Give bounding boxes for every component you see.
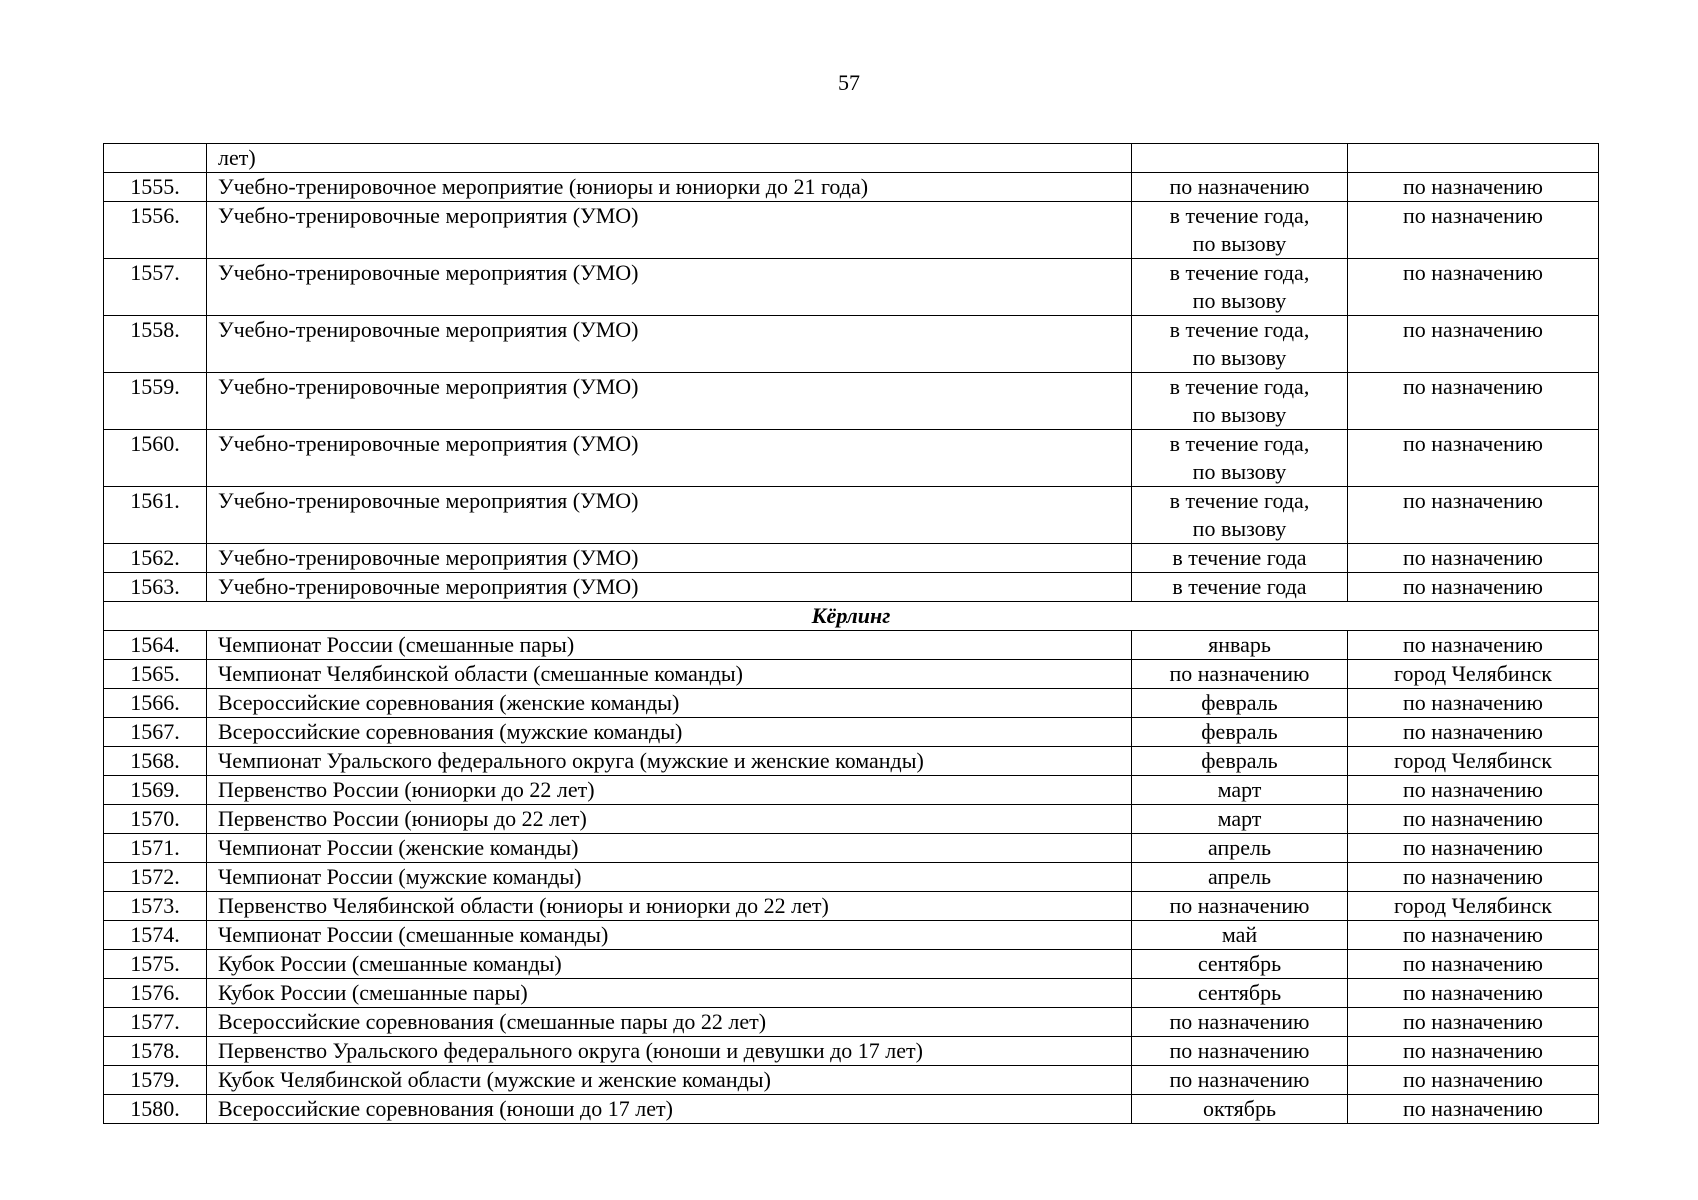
event-place: по назначению bbox=[1348, 863, 1599, 892]
event-place: по назначению bbox=[1348, 950, 1599, 979]
event-name: Чемпионат России (мужские команды) bbox=[207, 863, 1132, 892]
table-row bbox=[104, 834, 1599, 863]
event-number: 1571. bbox=[104, 834, 207, 863]
event-place: по назначению bbox=[1348, 487, 1599, 544]
event-place: по назначению bbox=[1348, 373, 1599, 430]
event-place: по назначению bbox=[1348, 316, 1599, 373]
event-name: Учебно-тренировочные мероприятия (УМО) bbox=[207, 573, 1132, 602]
event-place: город Челябинск bbox=[1348, 747, 1599, 776]
event-place: по назначению bbox=[1348, 430, 1599, 487]
event-date: апрель bbox=[1132, 863, 1348, 892]
table-row bbox=[104, 863, 1599, 892]
event-name: Кубок России (смешанные пары) bbox=[207, 979, 1132, 1008]
event-name: Кубок России (смешанные команды) bbox=[207, 950, 1132, 979]
event-date: по назначению bbox=[1132, 1037, 1348, 1066]
table-row bbox=[104, 776, 1599, 805]
event-number: 1568. bbox=[104, 747, 207, 776]
event-place: по назначению bbox=[1348, 631, 1599, 660]
event-name: Учебно-тренировочные мероприятия (УМО) bbox=[207, 487, 1132, 544]
event-name: Чемпионат Уральского федерального округа (мужские и женские команды) bbox=[207, 747, 1132, 776]
event-number: 1563. bbox=[104, 573, 207, 602]
table-row bbox=[104, 316, 1599, 373]
event-name: Чемпионат России (смешанные пары) bbox=[207, 631, 1132, 660]
table-row bbox=[104, 259, 1599, 316]
event-place: по назначению bbox=[1348, 689, 1599, 718]
table-row bbox=[104, 689, 1599, 718]
table-row bbox=[104, 1095, 1599, 1124]
table-row bbox=[104, 173, 1599, 202]
event-number: 1564. bbox=[104, 631, 207, 660]
event-name: Учебно-тренировочные мероприятия (УМО) bbox=[207, 544, 1132, 573]
event-number: 1567. bbox=[104, 718, 207, 747]
event-number: 1560. bbox=[104, 430, 207, 487]
event-place: город Челябинск bbox=[1348, 660, 1599, 689]
table-row bbox=[104, 430, 1599, 487]
event-name: Всероссийские соревнования (смешанные пары до 22 лет) bbox=[207, 1008, 1132, 1037]
event-date: февраль bbox=[1132, 689, 1348, 718]
event-number: 1573. bbox=[104, 892, 207, 921]
event-name: Кубок Челябинской области (мужские и женские команды) bbox=[207, 1066, 1132, 1095]
event-place: по назначению bbox=[1348, 259, 1599, 316]
event-name: Учебно-тренировочные мероприятия (УМО) bbox=[207, 259, 1132, 316]
event-number: 1555. bbox=[104, 173, 207, 202]
event-name: Чемпионат Челябинской области (смешанные команды) bbox=[207, 660, 1132, 689]
event-date: в течение года, по вызову bbox=[1132, 316, 1348, 373]
table-row bbox=[104, 544, 1599, 573]
table-row bbox=[104, 631, 1599, 660]
section-row bbox=[104, 602, 1599, 631]
table-row bbox=[104, 979, 1599, 1008]
event-name: Первенство Уральского федерального округа (юноши и девушки до 17 лет) bbox=[207, 1037, 1132, 1066]
event-date: январь bbox=[1132, 631, 1348, 660]
event-number: 1569. bbox=[104, 776, 207, 805]
event-place: по назначению bbox=[1348, 834, 1599, 863]
event-date: в течение года, по вызову bbox=[1132, 430, 1348, 487]
event-name: Всероссийские соревнования (женские команды) bbox=[207, 689, 1132, 718]
event-name: Учебно-тренировочные мероприятия (УМО) bbox=[207, 430, 1132, 487]
table-row bbox=[104, 718, 1599, 747]
table-row bbox=[104, 202, 1599, 259]
table-row bbox=[104, 487, 1599, 544]
table-row bbox=[104, 373, 1599, 430]
event-date: в течение года, по вызову bbox=[1132, 373, 1348, 430]
event-name: Первенство России (юниорки до 22 лет) bbox=[207, 776, 1132, 805]
event-date: февраль bbox=[1132, 747, 1348, 776]
table-row bbox=[104, 660, 1599, 689]
table-row bbox=[104, 921, 1599, 950]
event-number: 1558. bbox=[104, 316, 207, 373]
event-place: по назначению bbox=[1348, 1008, 1599, 1037]
event-date: сентябрь bbox=[1132, 979, 1348, 1008]
event-name: Чемпионат России (смешанные команды) bbox=[207, 921, 1132, 950]
event-name: Первенство Челябинской области (юниоры и юниорки до 22 лет) bbox=[207, 892, 1132, 921]
event-place: по назначению bbox=[1348, 805, 1599, 834]
event-place: по назначению bbox=[1348, 573, 1599, 602]
event-name: Учебно-тренировочные мероприятия (УМО) bbox=[207, 202, 1132, 259]
table-row bbox=[104, 144, 1599, 173]
event-date: октябрь bbox=[1132, 1095, 1348, 1124]
table-row bbox=[104, 1066, 1599, 1095]
event-date: в течение года bbox=[1132, 573, 1348, 602]
event-name: Первенство России (юниоры до 22 лет) bbox=[207, 805, 1132, 834]
event-number: 1565. bbox=[104, 660, 207, 689]
events-table bbox=[103, 143, 1599, 1124]
event-date: май bbox=[1132, 921, 1348, 950]
event-number: 1578. bbox=[104, 1037, 207, 1066]
event-number: 1559. bbox=[104, 373, 207, 430]
table-row bbox=[104, 1008, 1599, 1037]
event-place: по назначению bbox=[1348, 718, 1599, 747]
event-place: по назначению bbox=[1348, 173, 1599, 202]
event-date: в течение года, по вызову bbox=[1132, 259, 1348, 316]
event-number: 1574. bbox=[104, 921, 207, 950]
event-number: 1580. bbox=[104, 1095, 207, 1124]
event-name: Учебно-тренировочные мероприятия (УМО) bbox=[207, 373, 1132, 430]
event-date: в течение года bbox=[1132, 544, 1348, 573]
event-date: в течение года, по вызову bbox=[1132, 202, 1348, 259]
table-row bbox=[104, 950, 1599, 979]
event-date: март bbox=[1132, 776, 1348, 805]
event-name: Всероссийские соревнования (юноши до 17 лет) bbox=[207, 1095, 1132, 1124]
table-row bbox=[104, 892, 1599, 921]
event-place: по назначению bbox=[1348, 921, 1599, 950]
table-row bbox=[104, 573, 1599, 602]
event-number: 1577. bbox=[104, 1008, 207, 1037]
event-number: 1576. bbox=[104, 979, 207, 1008]
event-number: 1562. bbox=[104, 544, 207, 573]
event-place: по назначению bbox=[1348, 544, 1599, 573]
event-number: 1575. bbox=[104, 950, 207, 979]
event-place: по назначению bbox=[1348, 202, 1599, 259]
event-name: Учебно-тренировочное мероприятие (юниоры и юниорки до 21 года) bbox=[207, 173, 1132, 202]
event-number: 1566. bbox=[104, 689, 207, 718]
event-place: город Челябинск bbox=[1348, 892, 1599, 921]
event-date bbox=[1132, 144, 1348, 173]
event-place: по назначению bbox=[1348, 1037, 1599, 1066]
event-place: по назначению bbox=[1348, 1095, 1599, 1124]
event-place: по назначению bbox=[1348, 776, 1599, 805]
event-date: сентябрь bbox=[1132, 950, 1348, 979]
event-number: 1557. bbox=[104, 259, 207, 316]
page-number: 57 bbox=[838, 70, 860, 95]
event-number: 1561. bbox=[104, 487, 207, 544]
event-number: 1572. bbox=[104, 863, 207, 892]
event-number: 1556. bbox=[104, 202, 207, 259]
events-table-body bbox=[104, 144, 1599, 1124]
event-date: февраль bbox=[1132, 718, 1348, 747]
event-number: 1570. bbox=[104, 805, 207, 834]
event-number: 1579. bbox=[104, 1066, 207, 1095]
event-date: по назначению bbox=[1132, 892, 1348, 921]
event-date: апрель bbox=[1132, 834, 1348, 863]
event-place: по назначению bbox=[1348, 1066, 1599, 1095]
section-heading: Кёрлинг bbox=[104, 602, 1599, 631]
table-row bbox=[104, 1037, 1599, 1066]
event-date: по назначению bbox=[1132, 173, 1348, 202]
table-row bbox=[104, 747, 1599, 776]
event-name: Чемпионат России (женские команды) bbox=[207, 834, 1132, 863]
event-date: по назначению bbox=[1132, 1066, 1348, 1095]
event-date: по назначению bbox=[1132, 1008, 1348, 1037]
event-date: по назначению bbox=[1132, 660, 1348, 689]
event-date: март bbox=[1132, 805, 1348, 834]
event-name: лет) bbox=[207, 144, 1132, 173]
event-number bbox=[104, 144, 207, 173]
event-name: Всероссийские соревнования (мужские команды) bbox=[207, 718, 1132, 747]
event-place bbox=[1348, 144, 1599, 173]
event-date: в течение года, по вызову bbox=[1132, 487, 1348, 544]
event-name: Учебно-тренировочные мероприятия (УМО) bbox=[207, 316, 1132, 373]
event-place: по назначению bbox=[1348, 979, 1599, 1008]
table-row bbox=[104, 805, 1599, 834]
